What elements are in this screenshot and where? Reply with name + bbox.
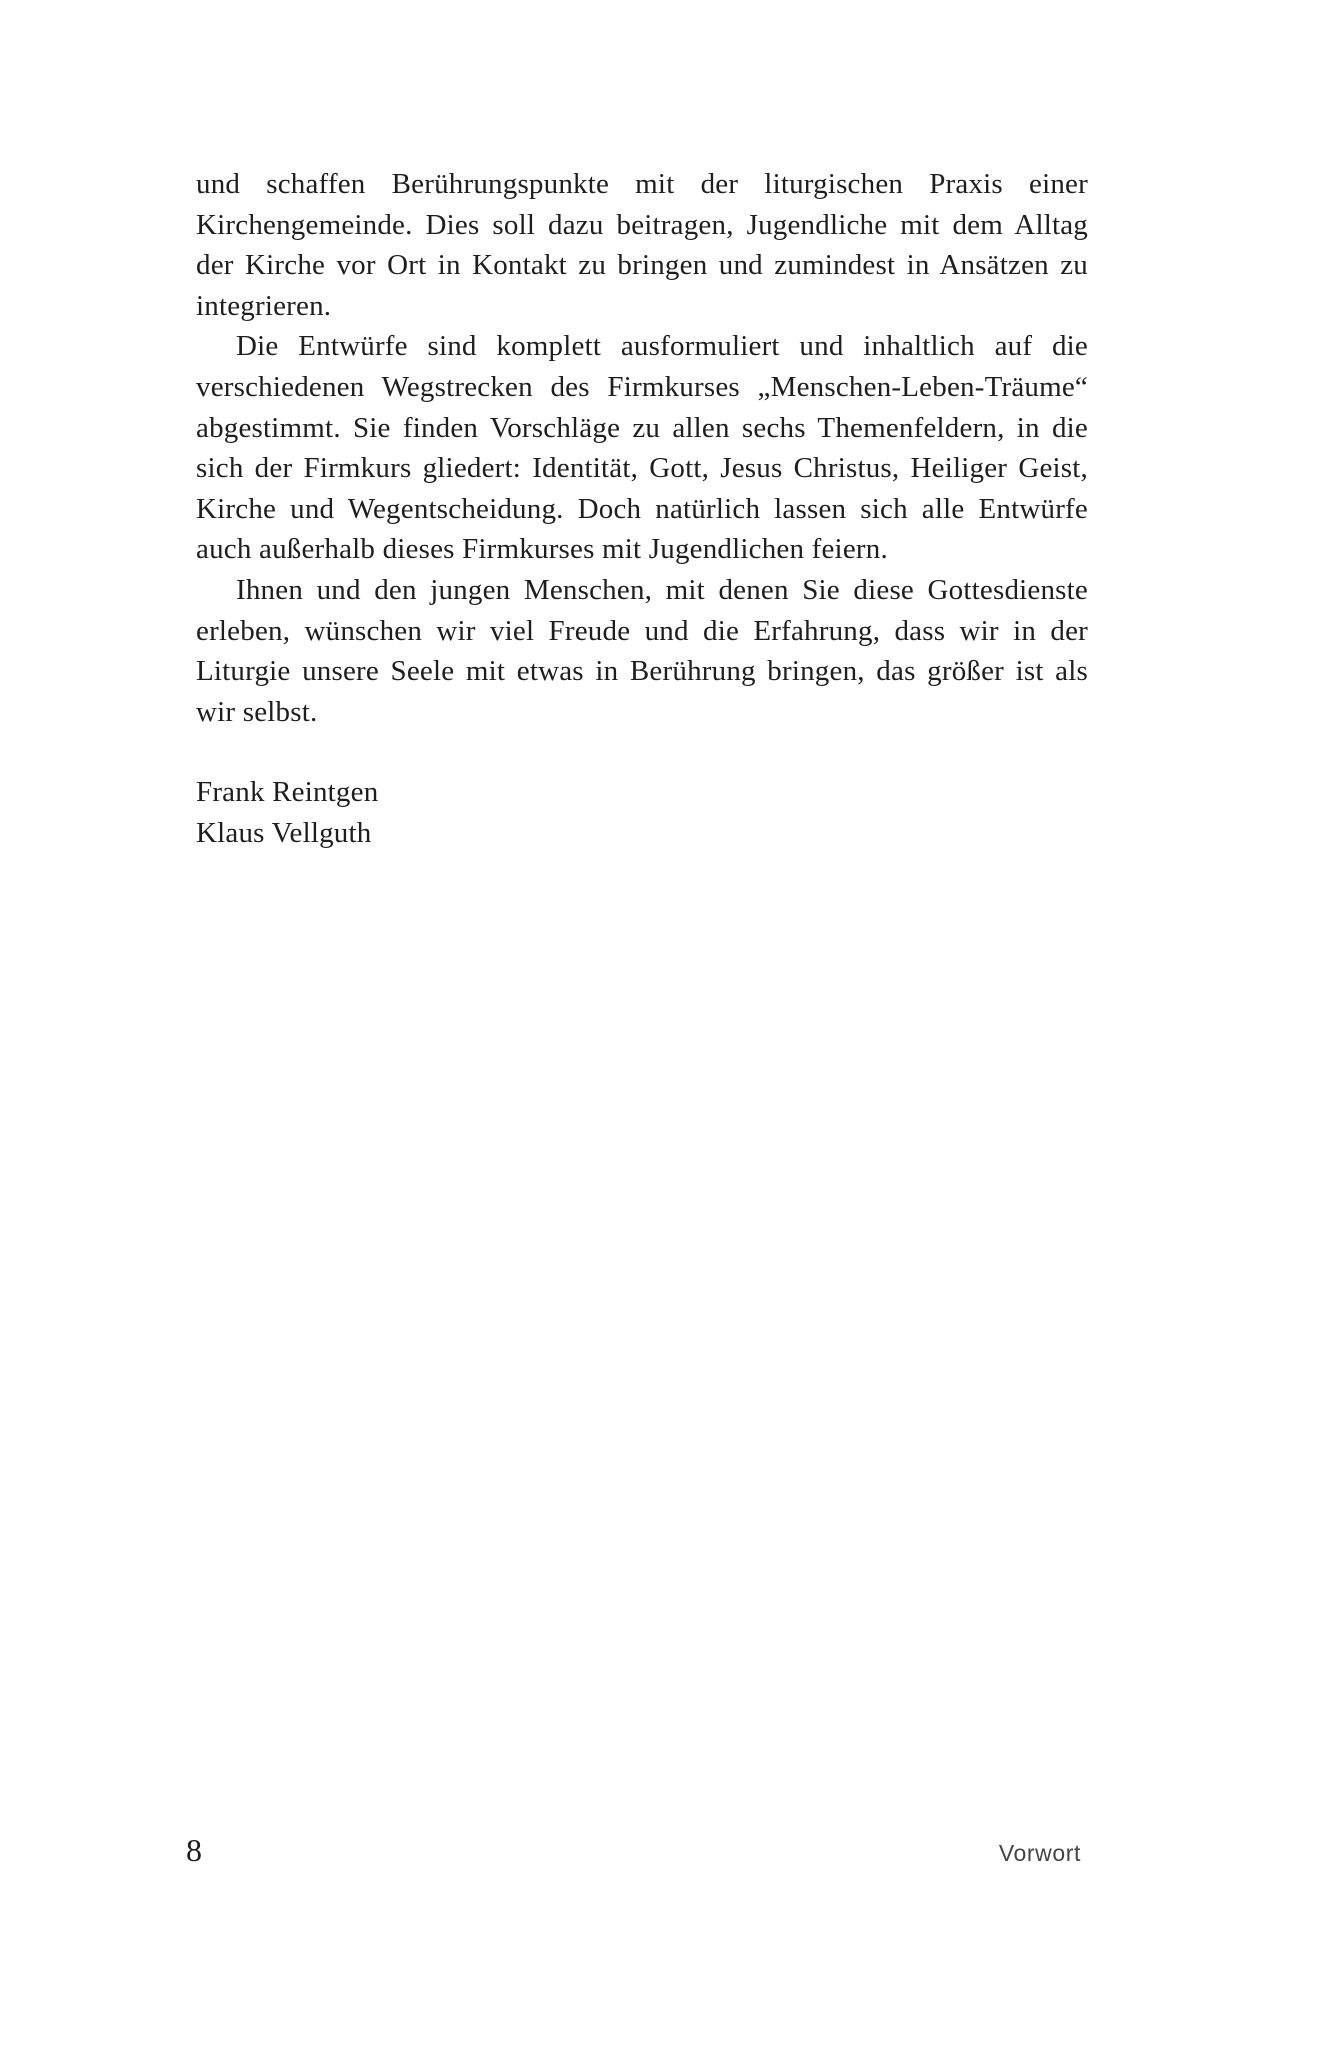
body-text <box>196 164 1088 854</box>
page-number: 8 <box>186 1832 202 1868</box>
paragraph-2: Die Entwürfe sind komplett ausformuliert und inhaltlich auf die verschiedenen Wegstrecken des Firmkurses „Menschen-Leben-Träume“ abgestimmt. Sie finden Vorschläge zu allen sechs Themenfeldern, in die sich der Firmkurs gliedert: Identität, Gott, Jesus Christus, Heiliger Geist, Kirche und Wegentscheidung. Doch natürlich lassen sich alle Entwürfe auch außerhalb dieses Firmkurses mit Jugendlichen feiern. <box>196 330 1088 566</box>
signature-author-1: Frank Reintgen <box>196 776 379 809</box>
paragraph-3: Ihnen und den jungen Menschen, mit denen Sie diese Gottesdienste erleben, wünschen wir viel Freude und die Erfahrung, dass wir in der Liturgie unsere Seele mit etwas in Berührung bringen, das größer ist als wir selbst. <box>196 573 1088 728</box>
running-footer-section: Vorwort <box>998 1840 1081 1866</box>
paragraph-1: und schaffen Berührungspunkte mit der liturgischen Praxis einer Kirchengemeinde. Dies soll dazu beitragen, Jugendliche mit dem Alltag der Kirche vor Ort in Kontakt zu bringen und zumindest in Ansätzen zu integrieren. <box>196 168 1088 322</box>
signature-author-2: Klaus Vellguth <box>196 816 372 849</box>
signature-block <box>196 772 1088 853</box>
